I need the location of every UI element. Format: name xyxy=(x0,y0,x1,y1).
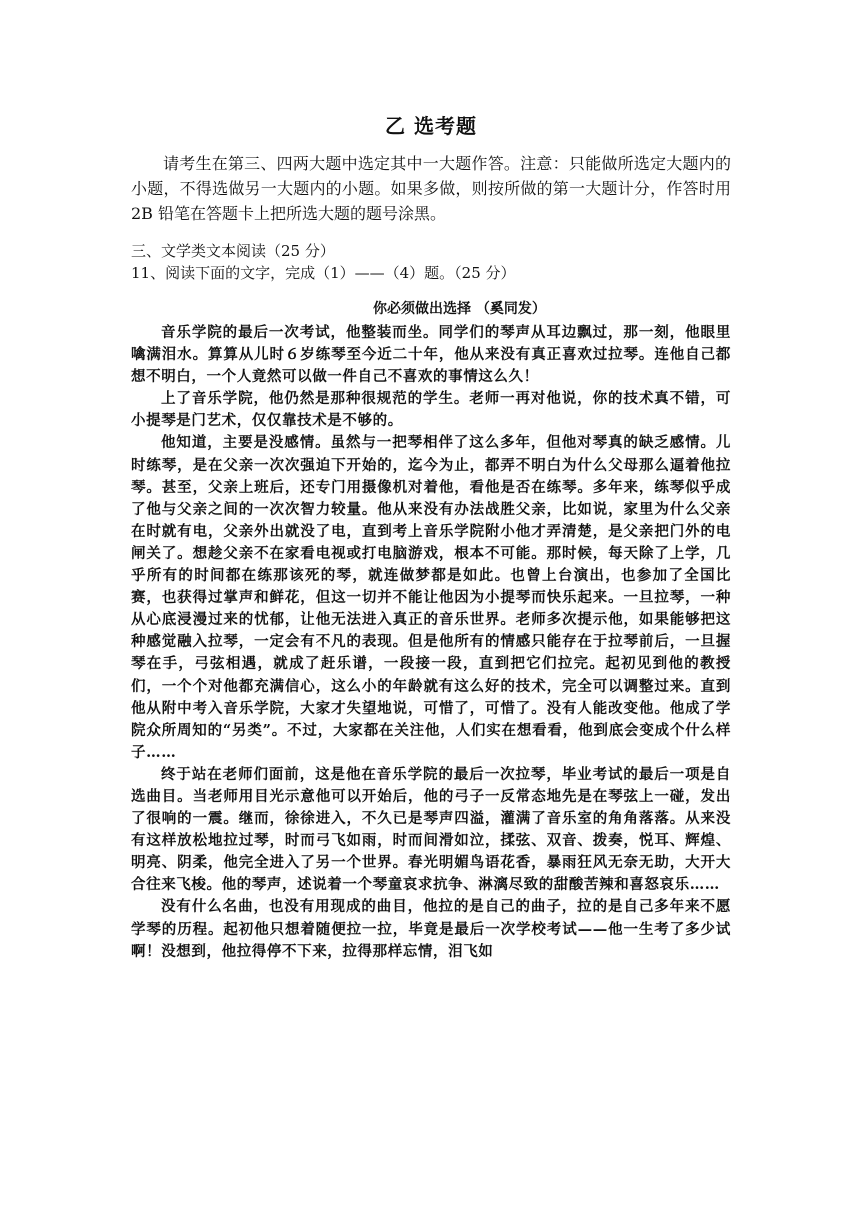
article-title: 你必须做出选择 （奚同发） xyxy=(373,301,546,317)
page-title: 乙 选考题 xyxy=(385,114,477,138)
document-page xyxy=(131,110,731,963)
article-paragraph-1: 音乐学院的最后一次考试，他整装而坐。同学们的琴声从耳边飘过，那一刻，他眼里噙满泪水。算算从儿时６岁练琴至今近二十年，他从来没有真正喜欢过拉琴。连他自己都想不明白，一个人竟然可以做一件自己不喜欢的事情这么久！ xyxy=(131,324,731,386)
article-paragraph-3: 他知道，主要是没感情。虽然与一把琴相伴了这么多年，但他对琴真的缺乏感情。儿时练琴，是在父亲一次次强迫下开始的，迄今为止，都弄不明白为什么父母那么逼着他拉琴。甚至，父亲上班后，还专门用摄像机对着他，看他是否在练琴。多年来，练琴似乎成了他与父亲之间的一次次智力较量。他从来没有办法战胜父亲，比如说，家里为什么父亲在时就有电，父亲外出就没了电，直到考上音乐学院附小他才弄清楚，是父亲把门外的电闸关了。想趁父亲不在家看电视或打电脑游戏，根本不可能。那时候，每天除了上学，几乎所有的时间都在练那该死的琴，就连做梦都是如此。也曾上台演出，也参加了全国比赛，也获得过掌声和鲜花，但这一切并不能让他因为小提琴而快乐起来。一旦拉琴，一种从心底浸漫过来的忧郁，让他无法进入真正的音乐世界。老师多次提示他，如果能够把这种感觉融入拉琴，一定会有不凡的表现。但是他所有的情感只能存在于拉琴前后，一旦握琴在手，弓弦相遇，就成了赶乐谱，一段接一段，直到把它们拉完。起初见到他的教授们，一个个对他都充满信心，这么小的年龄就有这么好的技术，完全可以调整过来。直到他从附中考入音乐学院，大家才失望地说，可惜了，可惜了。没有人能改变他。他成了学院众所周知的“另类”。不过，大家都在关注他，人们实在想看看，他到底会变成个什么样子…… xyxy=(131,434,731,761)
article-paragraph-2: 上了音乐学院，他仍然是那种很规范的学生。老师一再对他说，你的技术真不错，可小提琴是门艺术，仅仅靠技术是不够的。 xyxy=(131,390,731,430)
section-heading: 三、文学类文本阅读（25 分） xyxy=(131,242,335,260)
article-paragraph-4: 终于站在老师们面前，这是他在音乐学院的最后一次拉琴，毕业考试的最后一项是自选曲目。当老师用目光示意他可以开始后，他的弓子一反常态地先是在琴弦上一碰，发出了很响的一震。继而，徐徐进入，不久已是琴声四溢，灌满了音乐室的角角落落。从来没有这样放松地拉过琴，时而弓飞如雨，时而间滑如泣，揉弦、双音、拨奏，悦耳、辉煌、明亮、阴柔，他完全进入了另一个世界。春光明媚鸟语花香，暴雨狂风无奈无助，大开大合往来飞梭。他的琴声，述说着一个琴童哀求抗争、淋漓尽致的甜酸苦辣和喜怒哀乐…… xyxy=(131,765,731,894)
article-paragraph-5: 没有什么名曲，也没有用现成的曲目，他拉的是自己的曲子，拉的是自己多年来不愿学琴的历程。起初他只想着随便拉一拉，毕竟是最后一次学校考试——他一生考了多少试啊！没想到，他拉得停不下来，拉得那样忘情，泪飞如 xyxy=(131,898,731,960)
instructions-paragraph: 请考生在第三、四两大题中选定其中一大题作答。注意：只能做所选定大题内的小题，不得选做另一大题内的小题。如果多做，则按所做的第一大题计分，作答时用 2B 铅笔在答题卡上把所选大题的题号涂黑。 xyxy=(131,154,731,223)
question-prompt: 11、阅读下面的文字，完成（1）——（4）题。（25 分） xyxy=(131,264,516,282)
